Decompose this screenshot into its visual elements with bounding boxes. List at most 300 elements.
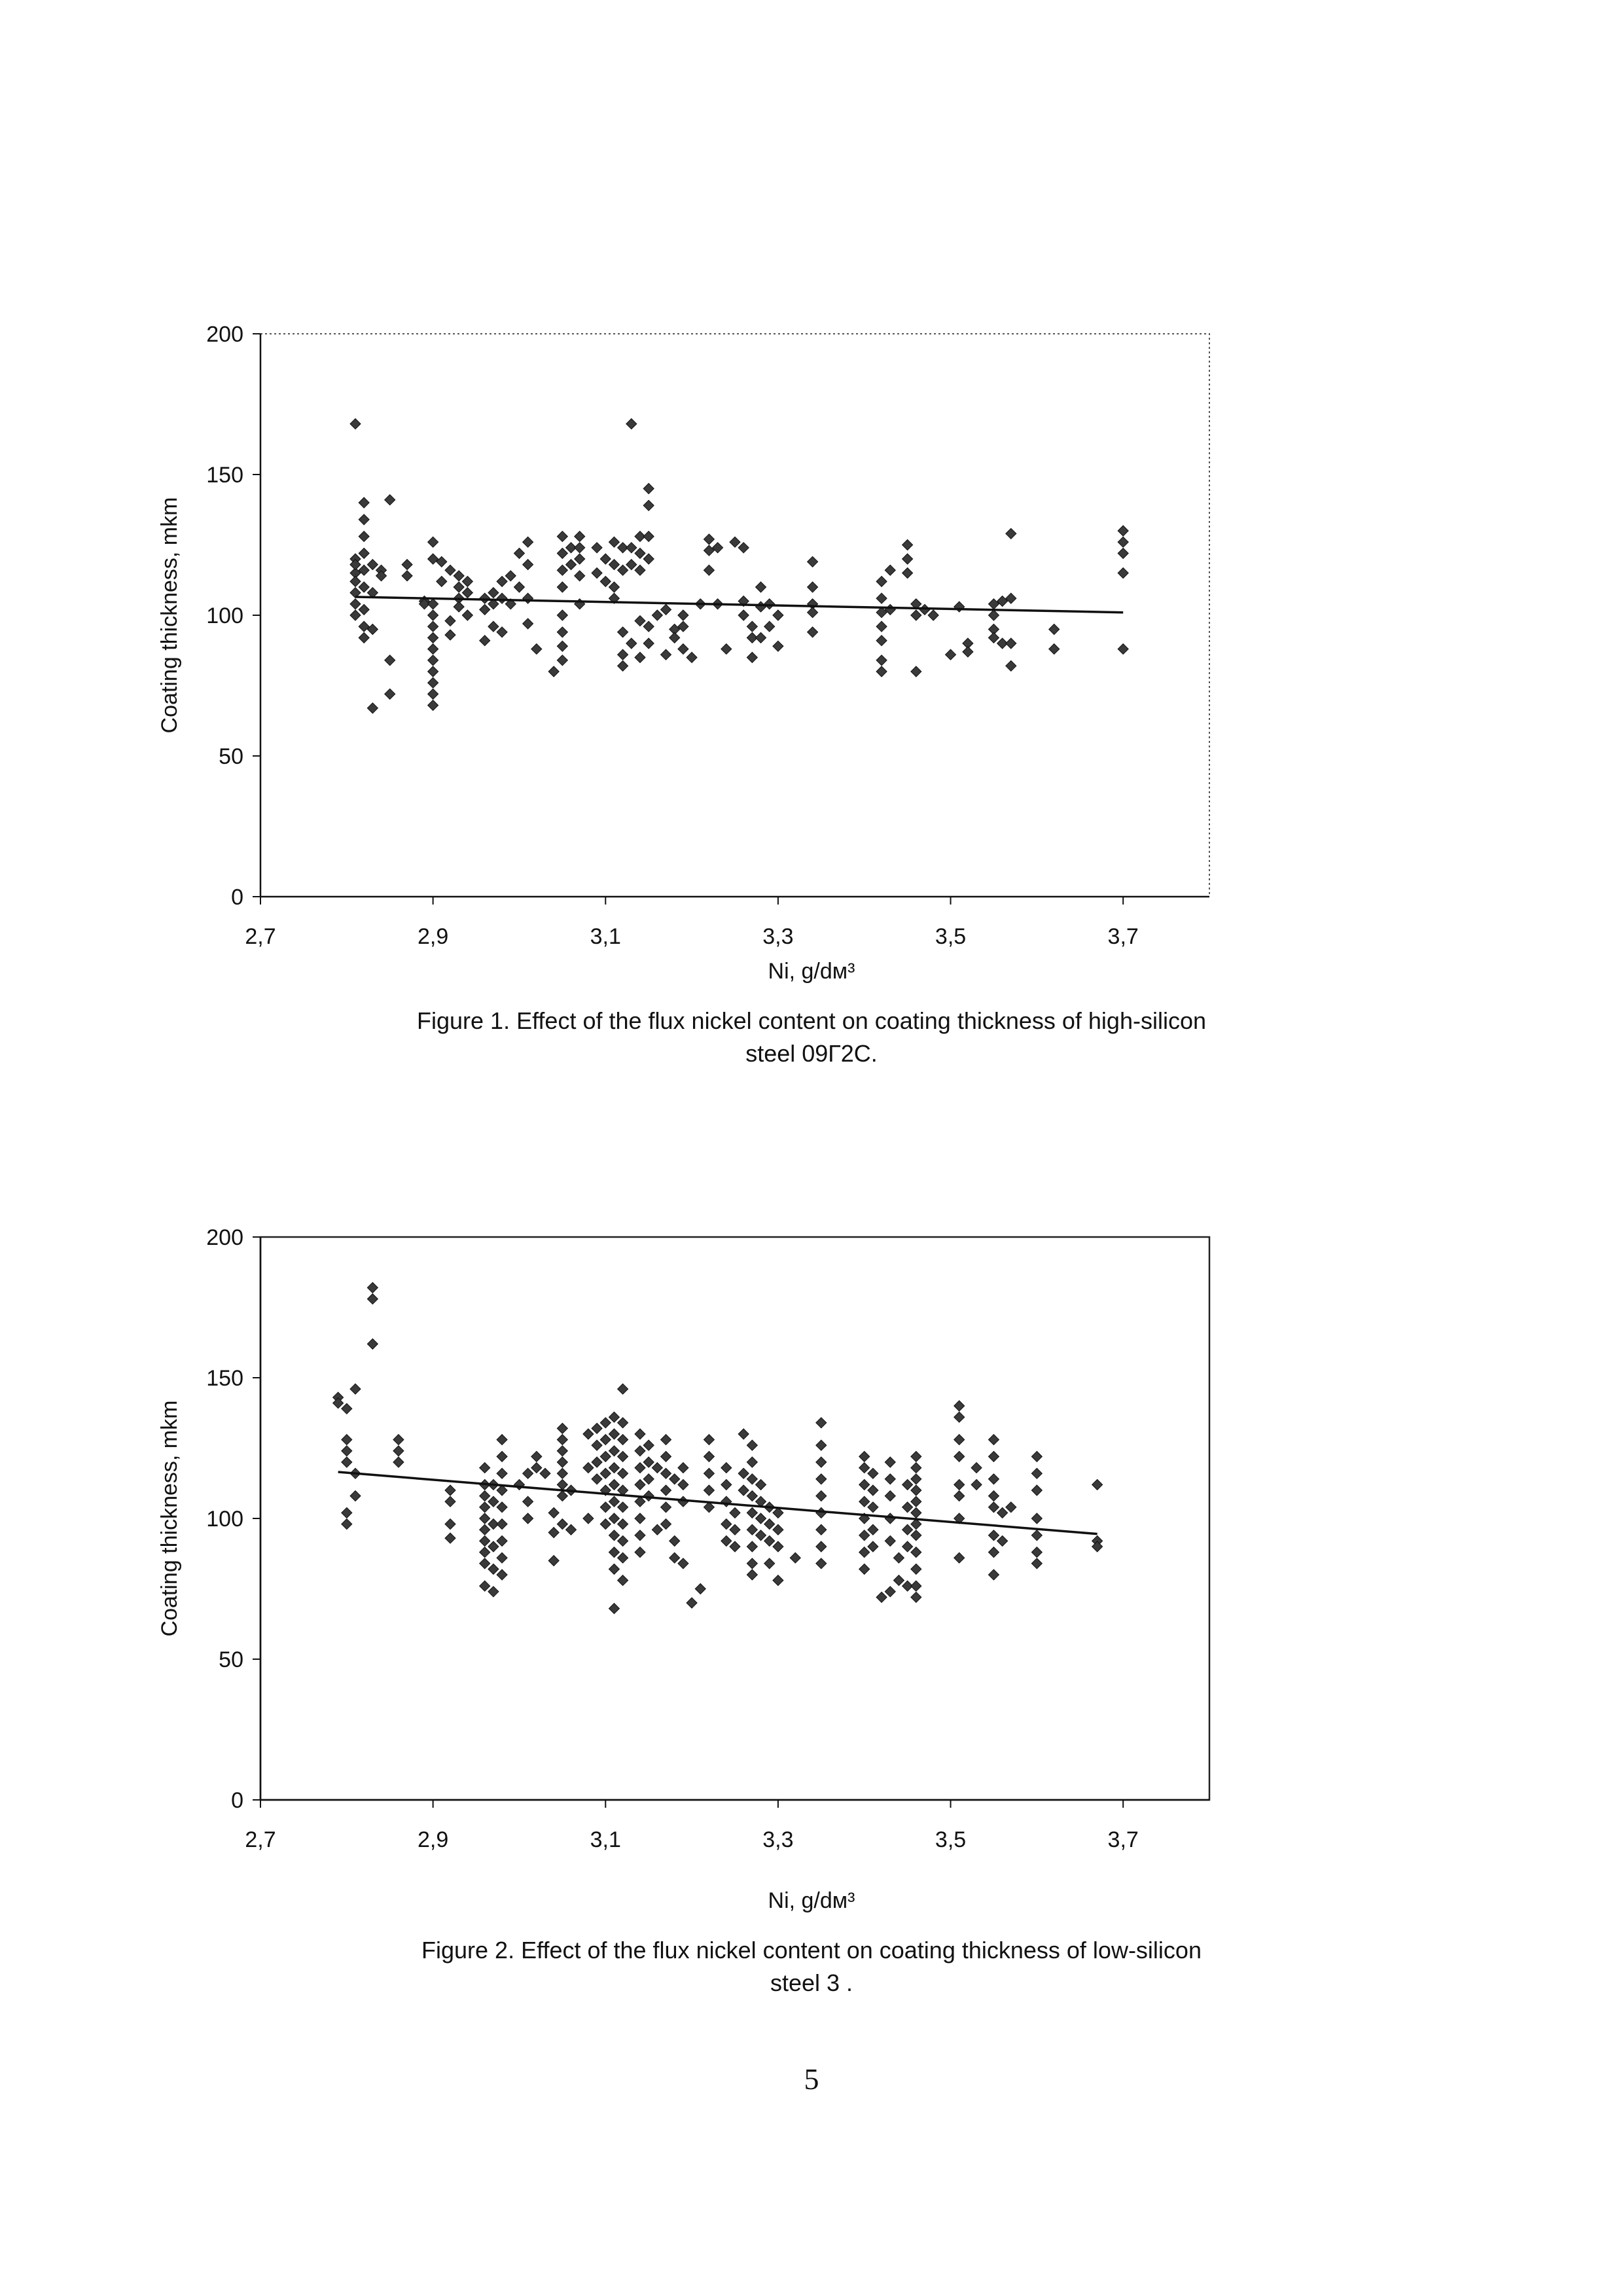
figure-1-data-point <box>359 497 369 508</box>
figure-1-data-point <box>1049 624 1060 635</box>
figure-2-data-point <box>583 1463 594 1473</box>
figure-2-data-point <box>911 1547 921 1558</box>
figure-2-data-point <box>704 1435 714 1445</box>
figure-1-caption-line-1: Figure 1. Effect of the flux nickel content on coating thickness of high-silicon <box>417 1007 1206 1034</box>
figure-2-data-point <box>497 1451 507 1462</box>
figure-1-data-point <box>669 632 680 643</box>
figure-2-data-point <box>557 1491 567 1501</box>
figure-1-data-point <box>1049 644 1060 655</box>
figure-1-data-point <box>756 632 766 643</box>
figure-2-data-point <box>911 1530 921 1541</box>
figure-1-data-point <box>359 621 369 632</box>
figure-2-data-point <box>859 1479 870 1490</box>
figure-1-data-point <box>876 655 887 666</box>
figure-1-data-point <box>626 638 637 649</box>
figure-1-data-point <box>566 560 577 570</box>
figure-2-data-point <box>1031 1468 1042 1479</box>
figure-2-data-point <box>704 1451 714 1462</box>
figure-2-data-point <box>488 1587 499 1597</box>
figure-2-data-point <box>816 1524 827 1535</box>
figure-2-data-point <box>988 1502 999 1513</box>
figure-1-data-point <box>488 621 499 632</box>
figure-2-data-point <box>523 1496 533 1507</box>
figure-1-data-point <box>643 531 654 542</box>
figure-2-data-point <box>902 1479 913 1490</box>
figure-2-data-point <box>393 1457 404 1467</box>
figure-1-data-point <box>609 582 619 592</box>
figure-1-data-point <box>747 621 757 632</box>
figure-1-data-point <box>367 560 378 570</box>
figure-1-data-point <box>756 601 766 612</box>
figure-1-data-point <box>911 666 921 677</box>
figure-1-y-axis-label: Coating thickness, mkm <box>157 497 182 734</box>
figure-2-data-point <box>661 1519 671 1530</box>
figure-1-data-point <box>359 548 369 558</box>
figure-2-data-point <box>342 1403 352 1414</box>
figure-2-svg <box>0 1191 1623 1898</box>
figure-2-y-tick-label: 100 <box>206 1507 243 1532</box>
figure-2-data-point <box>548 1528 559 1538</box>
figure-2-data-point <box>488 1564 499 1574</box>
figure-1-data-point <box>592 568 602 579</box>
figure-2-data-point <box>816 1418 827 1428</box>
figure-2-data-point <box>557 1435 567 1445</box>
figure-2-data-point <box>523 1468 533 1479</box>
figure-2-data-point <box>618 1535 628 1546</box>
figure-2-data-point <box>669 1535 680 1546</box>
figure-1-data-point <box>557 610 567 620</box>
figure-2-data-point <box>497 1435 507 1445</box>
figure-2-data-point <box>635 1530 645 1541</box>
figure-2-data-point <box>773 1575 783 1586</box>
figure-1-caption-line-2: steel 09Г2С. <box>745 1040 878 1067</box>
figure-2-data-point <box>618 1384 628 1394</box>
figure-2-data-point <box>747 1440 757 1450</box>
figure-2-data-point <box>738 1429 749 1439</box>
figure-1-data-point <box>687 653 697 663</box>
figure-2-data-point <box>488 1541 499 1552</box>
figure-2-data-point <box>497 1468 507 1479</box>
figure-1-data-point <box>1006 638 1016 649</box>
figure-2-data-point <box>393 1446 404 1456</box>
figure-1-data-point <box>808 582 818 592</box>
figure-2-data-point <box>721 1519 732 1530</box>
figure-1-data-point <box>704 534 714 545</box>
figure-2-y-tick-label: 50 <box>219 1647 243 1672</box>
figure-1-data-point <box>1006 528 1016 539</box>
figure-2-data-point <box>583 1429 594 1439</box>
figure-1-x-tick-label: 3,7 <box>1107 924 1139 949</box>
figure-2-data-point <box>609 1429 619 1439</box>
figure-1-data-point <box>808 556 818 567</box>
figure-2-data-point <box>911 1496 921 1507</box>
figure-2-data-point <box>1031 1558 1042 1569</box>
figure-2-data-point <box>1031 1530 1042 1541</box>
figure-1-data-point <box>1118 537 1128 547</box>
figure-1-data-point <box>652 610 662 620</box>
figure-1-plot-frame <box>260 334 1209 897</box>
figure-1-data-point <box>505 571 516 581</box>
figure-2-data-point <box>911 1592 921 1602</box>
figure-1-data-point <box>626 543 637 553</box>
figure-2-data-point <box>859 1564 870 1574</box>
figure-2-data-point <box>816 1558 827 1569</box>
page-number: 5 <box>804 2062 819 2096</box>
figure-1-data-point <box>359 514 369 525</box>
figure-2-data-point <box>480 1524 490 1535</box>
figure-1-data-point <box>557 655 567 666</box>
figure-2-data-point <box>350 1384 361 1394</box>
figure-2-data-point <box>1006 1502 1016 1513</box>
figure-1-data-point <box>514 548 524 558</box>
figure-2-data-point <box>566 1524 577 1535</box>
figure-1-data-point <box>428 689 438 699</box>
figure-2-data-point <box>885 1491 895 1501</box>
figure-1-data-point <box>454 601 464 612</box>
figure-2-y-tick-label: 0 <box>231 1788 243 1813</box>
figure-2-data-point <box>868 1541 878 1552</box>
figure-1-data-point <box>428 537 438 547</box>
figure-2-x-tick-label: 3,5 <box>935 1827 967 1852</box>
figure-1-data-point <box>747 653 757 663</box>
figure-1-data-point <box>445 616 455 626</box>
figure-2-data-point <box>367 1282 378 1293</box>
figure-1-data-point <box>643 638 654 649</box>
figure-2-data-point <box>911 1485 921 1496</box>
figure-1-data-point <box>600 576 611 586</box>
figure-1-data-point <box>773 610 783 620</box>
figure-2-data-point <box>497 1570 507 1580</box>
figure-2-x-tick-label: 3,1 <box>590 1827 621 1852</box>
figure-1-data-point <box>902 554 913 564</box>
figure-2-data-point <box>592 1423 602 1433</box>
figure-2-data-point <box>1031 1485 1042 1496</box>
figure-1-data-point <box>876 576 887 586</box>
figure-1-data-point <box>575 531 585 542</box>
figure-2-data-point <box>618 1575 628 1586</box>
figure-1-data-point <box>462 588 473 598</box>
figure-1-x-axis-label-text: Ni, g/dм³ <box>768 959 855 984</box>
figure-1-data-point <box>808 627 818 637</box>
figure-2-data-point <box>393 1435 404 1445</box>
figure-2-data-point <box>704 1485 714 1496</box>
figure-1-data-point <box>428 644 438 655</box>
figure-1-data-point <box>445 565 455 575</box>
figure-2-data-point <box>557 1423 567 1433</box>
figure-1-x-axis-label <box>0 959 1623 984</box>
figure-2-data-point <box>954 1491 965 1501</box>
figure-1-data-point <box>635 565 645 575</box>
figure-1-data-point <box>385 689 395 699</box>
figure-2-data-point <box>600 1435 611 1445</box>
figure-2-data-point <box>868 1468 878 1479</box>
figure-2-data-point <box>1031 1513 1042 1524</box>
figure-2-data-point <box>721 1496 732 1507</box>
figure-2-data-point <box>635 1547 645 1558</box>
figure-1-data-point <box>359 604 369 615</box>
figure-1-x-tick-label: 3,1 <box>590 924 621 949</box>
figure-1-data-point <box>531 644 542 655</box>
figure-2-data-point <box>497 1502 507 1513</box>
figure-2-data-point <box>480 1547 490 1558</box>
figure-2-data-point <box>954 1451 965 1462</box>
figure-2-data-point <box>497 1519 507 1530</box>
figure-1-data-point <box>609 537 619 547</box>
figure-1-data-point <box>618 660 628 671</box>
figure-2-data-point <box>756 1530 766 1541</box>
figure-2-data-point <box>609 1479 619 1490</box>
figure-2-x-tick-label: 2,7 <box>245 1827 276 1852</box>
figure-2-data-point <box>704 1468 714 1479</box>
figure-1-data-point <box>557 531 567 542</box>
figure-1-data-point <box>946 649 956 660</box>
figure-2-data-point <box>480 1463 490 1473</box>
figure-2-data-point <box>669 1474 680 1484</box>
figure-1-data-point <box>385 495 395 505</box>
figure-1-data-point <box>1118 568 1128 579</box>
figure-1-data-point <box>635 548 645 558</box>
figure-2-data-point <box>730 1507 740 1518</box>
figure-1-data-point <box>548 666 559 677</box>
figure-2-data-point <box>911 1463 921 1473</box>
figure-2-data-point <box>609 1463 619 1473</box>
figure-2-data-point <box>911 1507 921 1518</box>
figure-2-data-point <box>816 1541 827 1552</box>
figure-1-data-point <box>385 655 395 666</box>
figure-2-data-point <box>600 1451 611 1462</box>
figure-2-data-point <box>661 1502 671 1513</box>
figure-1-data-point <box>954 601 965 612</box>
figure-1-data-point <box>454 582 464 592</box>
figure-1-data-point <box>428 599 438 609</box>
figure-2-data-point <box>557 1457 567 1467</box>
figure-1-data-point <box>773 641 783 651</box>
figure-1-data-point <box>437 556 447 567</box>
figure-2-data-point <box>635 1513 645 1524</box>
figure-2-data-point <box>695 1584 705 1594</box>
figure-2-data-point <box>1092 1479 1103 1490</box>
figure-2-data-point <box>747 1507 757 1518</box>
figure-2-data-point <box>635 1446 645 1456</box>
figure-1-data-point <box>738 610 749 620</box>
figure-2-data-point <box>764 1519 775 1530</box>
figure-1-data-point <box>1118 548 1128 558</box>
figure-2-data-point <box>652 1463 662 1473</box>
figure-1-data-point <box>592 543 602 553</box>
figure-2-data-point <box>885 1535 895 1546</box>
figure-1-data-point <box>661 649 671 660</box>
figure-2-data-point <box>609 1564 619 1574</box>
figure-2-data-point <box>730 1524 740 1535</box>
figure-1-data-point <box>756 582 766 592</box>
figure-2-data-point <box>618 1418 628 1428</box>
figure-2-data-point <box>1031 1547 1042 1558</box>
figure-2-data-point <box>609 1547 619 1558</box>
figure-1-data-point <box>876 621 887 632</box>
figure-2-data-point <box>902 1502 913 1513</box>
figure-2-data-point <box>988 1491 999 1501</box>
figure-1-data-point <box>428 666 438 677</box>
figure-1-data-point <box>497 576 507 586</box>
figure-2-data-point <box>523 1513 533 1524</box>
figure-2-data-point <box>816 1474 827 1484</box>
figure-1-data-point <box>514 582 524 592</box>
figure-2-data-point <box>497 1552 507 1563</box>
figure-2-data-point <box>342 1435 352 1445</box>
figure-2-data-point <box>678 1479 688 1490</box>
figure-2-x-axis-label <box>0 1888 1623 1914</box>
figure-2-data-point <box>988 1451 999 1462</box>
figure-2-data-point <box>652 1524 662 1535</box>
figure-1-data-point <box>428 610 438 620</box>
figure-1-data-point <box>523 560 533 570</box>
figure-2-data-point <box>738 1485 749 1496</box>
figure-1-data-point <box>557 565 567 575</box>
figure-2-x-axis-label-text: Ni, g/dм³ <box>768 1888 855 1913</box>
figure-2-data-point <box>592 1457 602 1467</box>
figure-2-data-point <box>557 1468 567 1479</box>
figure-2-data-point <box>902 1541 913 1552</box>
figure-2-data-point <box>618 1451 628 1462</box>
figure-2-data-point <box>859 1496 870 1507</box>
figure-2-data-point <box>954 1401 965 1411</box>
figure-1-data-point <box>350 599 361 609</box>
figure-1-y-tick-label: 0 <box>231 885 243 910</box>
figure-2-data-point <box>609 1530 619 1541</box>
figure-2-data-point <box>902 1524 913 1535</box>
figure-2-data-point <box>342 1519 352 1530</box>
figure-2-data-point <box>618 1468 628 1479</box>
figure-2-data-point <box>738 1468 749 1479</box>
figure-1-data-point <box>643 621 654 632</box>
figure-2-data-point <box>480 1491 490 1501</box>
figure-2-data-point <box>997 1507 1008 1518</box>
figure-2-data-point <box>988 1474 999 1484</box>
figure-2-data-point <box>350 1491 361 1501</box>
figure-2-data-point <box>618 1502 628 1513</box>
figure-1-data-point <box>350 576 361 586</box>
figure-2-data-point <box>756 1479 766 1490</box>
figure-1-y-tick-label: 150 <box>206 463 243 488</box>
figure-1-data-point <box>359 565 369 575</box>
figure-1-data-point <box>350 419 361 429</box>
figure-2-data-point <box>988 1547 999 1558</box>
figure-2-data-point <box>885 1587 895 1597</box>
figure-2-data-point <box>954 1412 965 1422</box>
figure-2-data-point <box>342 1507 352 1518</box>
figure-2-data-point <box>592 1440 602 1450</box>
figure-2-data-point <box>497 1535 507 1546</box>
figure-1-data-point <box>635 616 645 626</box>
figure-1-data-point <box>402 571 412 581</box>
figure-2-data-point <box>747 1541 757 1552</box>
figure-2-data-point <box>583 1513 594 1524</box>
figure-2-data-point <box>480 1502 490 1513</box>
figure-2-data-point <box>730 1541 740 1552</box>
figure-2-data-point <box>618 1552 628 1563</box>
figure-1-data-point <box>445 630 455 640</box>
figure-2-data-point <box>480 1513 490 1524</box>
figure-1-data-point <box>428 632 438 643</box>
figure-2-data-point <box>911 1474 921 1484</box>
figure-2-data-point <box>893 1575 904 1586</box>
figure-1-data-point <box>437 576 447 586</box>
figure-2-data-point <box>721 1479 732 1490</box>
figure-2-data-point <box>669 1552 680 1563</box>
figure-1-data-point <box>643 484 654 494</box>
figure-1-data-point <box>359 632 369 643</box>
figure-1-data-point <box>523 619 533 629</box>
figure-1-data-point <box>1118 644 1128 655</box>
figure-2-data-point <box>747 1491 757 1501</box>
figure-2-data-point <box>868 1485 878 1496</box>
figure-1-data-point <box>359 582 369 592</box>
figure-1-data-point <box>428 655 438 666</box>
figure-1-data-point <box>480 636 490 646</box>
figure-2-data-point <box>557 1519 567 1530</box>
figure-1-y-tick-label: 50 <box>219 744 243 769</box>
figure-2-data-point <box>885 1474 895 1484</box>
figure-1-data-point <box>557 548 567 558</box>
figure-2-data-point <box>876 1592 887 1602</box>
figure-2-data-point <box>342 1457 352 1467</box>
figure-2-caption-line-2: steel 3 . <box>770 1969 853 1996</box>
figure-2-y-axis-label: Coating thickness, mkm <box>157 1400 182 1637</box>
figure-1-data-point <box>350 610 361 620</box>
figure-2-x-tick-label: 3,3 <box>762 1827 794 1852</box>
figure-1-data-point <box>704 545 714 556</box>
figure-1-data-point <box>885 565 895 575</box>
figure-2-data-point <box>540 1468 550 1479</box>
figure-1-data-point <box>678 644 688 655</box>
figure-2-data-point <box>971 1463 982 1473</box>
figure-2-data-point <box>609 1604 619 1614</box>
figure-1-data-point <box>454 571 464 581</box>
figure-1-data-point <box>462 610 473 620</box>
figure-2-data-point <box>531 1463 542 1473</box>
figure-1-data-point <box>488 588 499 598</box>
figure-1-data-point <box>643 500 654 511</box>
figure-1-data-point <box>609 560 619 570</box>
figure-1-data-point <box>661 604 671 615</box>
figure-1-svg <box>0 288 1623 995</box>
figure-1-chart <box>0 288 1623 995</box>
figure-2-data-point <box>548 1507 559 1518</box>
figure-1-data-point <box>764 599 775 609</box>
figure-1-data-point <box>575 543 585 553</box>
figure-2-data-point <box>480 1581 490 1591</box>
figure-1-x-tick-label: 2,9 <box>418 924 449 949</box>
figure-2-data-point <box>600 1468 611 1479</box>
figure-2-data-point <box>911 1581 921 1591</box>
figure-1-data-point <box>988 599 999 609</box>
figure-2-data-point <box>488 1496 499 1507</box>
figure-1-data-point <box>988 610 999 620</box>
figure-1-data-point <box>988 632 999 643</box>
figure-2-x-tick-label: 2,9 <box>418 1827 449 1852</box>
figure-2-data-point <box>997 1535 1008 1546</box>
figure-2-data-point <box>661 1451 671 1462</box>
figure-2-data-point <box>678 1463 688 1473</box>
figure-2-data-point <box>600 1502 611 1513</box>
figure-1-y-tick-label: 200 <box>206 322 243 347</box>
figure-2-data-point <box>954 1479 965 1490</box>
figure-2-data-point <box>747 1570 757 1580</box>
figure-1-data-point <box>730 537 740 547</box>
figure-2-data-point <box>747 1558 757 1569</box>
figure-2-data-point <box>868 1502 878 1513</box>
figure-1-data-point <box>626 419 637 429</box>
